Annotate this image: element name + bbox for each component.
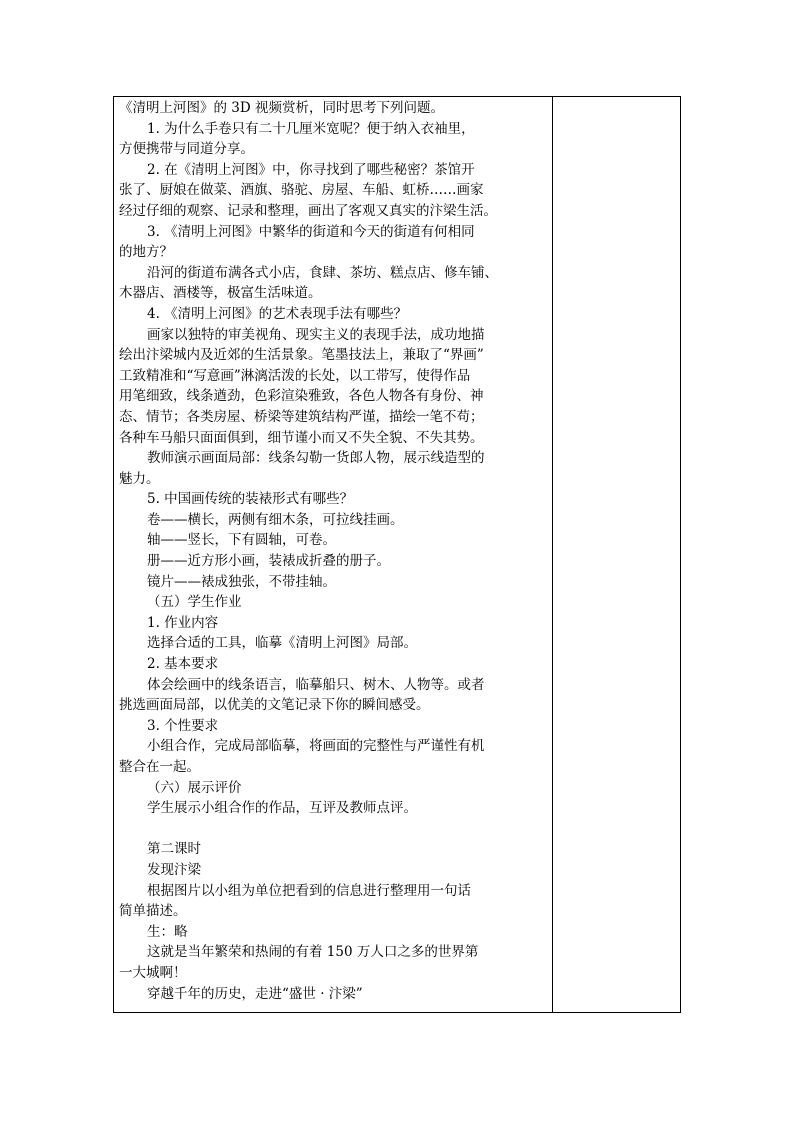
text-line: 选择合适的工具，临摹《清明上河图》局部。	[147, 635, 417, 652]
text-line: 第二课时	[147, 841, 201, 858]
text-line: 学生展示小组合作的作品，互评及教师点评。	[147, 800, 417, 817]
text-line: 3. 个性要求	[147, 717, 219, 734]
text-line: 根据图片以小组为单位把看到的信息进行整理用一句话	[147, 882, 471, 899]
text-line: 绘出汴梁城内及近郊的生活景象。笔墨技法上，兼取了“界画”	[119, 347, 484, 364]
lesson-content-cell	[119, 98, 547, 1004]
text-line: 的地方？	[119, 244, 173, 261]
text-line: 各种车马船只面面俱到，细节谨小而又不失全貌、不失其势。	[119, 429, 484, 446]
text-line: 1. 作业内容	[147, 614, 219, 631]
text-line: 整合在一起。	[119, 759, 200, 775]
text-line: 工致精准和“写意画”淋漓活泼的长处，以工带写，使得作品	[119, 367, 471, 384]
text-line: 小组合作，完成局部临摹，将画面的完整性与严谨性有机	[147, 738, 485, 755]
text-line: 1. 为什么手卷只有二十几厘米宽呢？便于纳入衣袖里，	[147, 120, 475, 137]
column-divider	[552, 96, 553, 1013]
text-line: 态、情节；各类房屋、桥梁等建筑结构严谨，描绘一笔不苟；	[119, 408, 484, 425]
text-line: 4. 《清明上河图》的艺术表现手法有哪些？	[147, 305, 408, 322]
text-line	[119, 819, 547, 840]
text-line: 张了、厨娘在做菜、酒旗、骆驼、房屋、车船、虹桥……画家	[119, 182, 484, 199]
text-line: （六）展示评价	[147, 779, 242, 796]
text-line: 《清明上河图》的 3D 视频赏析，同时思考下列问题。	[119, 100, 444, 116]
text-line: 一大城啊！	[119, 964, 187, 981]
text-line: 画家以独特的审美视角、现实主义的表现手法，成功地描	[147, 326, 485, 343]
text-line: 用笔细致，线条遒劲，色彩渲染雅致，各色人物各有身份、神	[119, 388, 484, 405]
text-line: 5. 中国画传统的装裱形式有哪些？	[147, 491, 354, 508]
text-line: 穿越千年的历史，走进“盛世 · 汴梁”	[147, 985, 363, 1002]
text-line: 发现汴梁	[147, 861, 201, 878]
text-line: 木器店、酒楼等，极富生活味道。	[119, 285, 322, 302]
text-line: 卷——横长，两侧有细木条，可拉线挂画。	[147, 511, 404, 528]
text-line: 2. 在《清明上河图》中，你寻找到了哪些秘密？茶馆开	[147, 161, 475, 178]
text-line: 轴——竖长，下有圆轴，可卷。	[147, 532, 336, 549]
text-line: 沿河的街道布满各式小店，食肆、茶坊、糕点店、修车铺、	[147, 264, 498, 281]
text-line: 简单描述。	[119, 903, 187, 920]
text-line: 镜片——裱成独张，不带挂轴。	[147, 573, 336, 590]
text-line: 册——近方形小画，装裱成折叠的册子。	[147, 553, 390, 570]
text-line: 方便携带与同道分享。	[119, 141, 254, 158]
text-line: 生：略	[147, 923, 188, 940]
text-line: 这就是当年繁荣和热闹的有着 150 万人口之多的世界第	[147, 944, 479, 961]
text-line: 2. 基本要求	[147, 656, 219, 673]
text-line: （五）学生作业	[147, 594, 242, 611]
text-line: 经过仔细的观察、记录和整理，画出了客观又真实的汴梁生活。	[119, 202, 497, 219]
text-line: 体会绘画中的线条语言，临摹船只、树木、人物等。或者	[147, 676, 485, 693]
text-line: 魅力。	[119, 470, 160, 487]
text-line: 教师演示画面局部：线条勾勒一货郎人物，展示线造型的	[147, 450, 485, 467]
text-line: 挑选画面局部，以优美的文笔记录下你的瞬间感受。	[119, 697, 430, 714]
text-line: 3. 《清明上河图》中繁华的街道和今天的街道有何相同	[147, 223, 475, 240]
